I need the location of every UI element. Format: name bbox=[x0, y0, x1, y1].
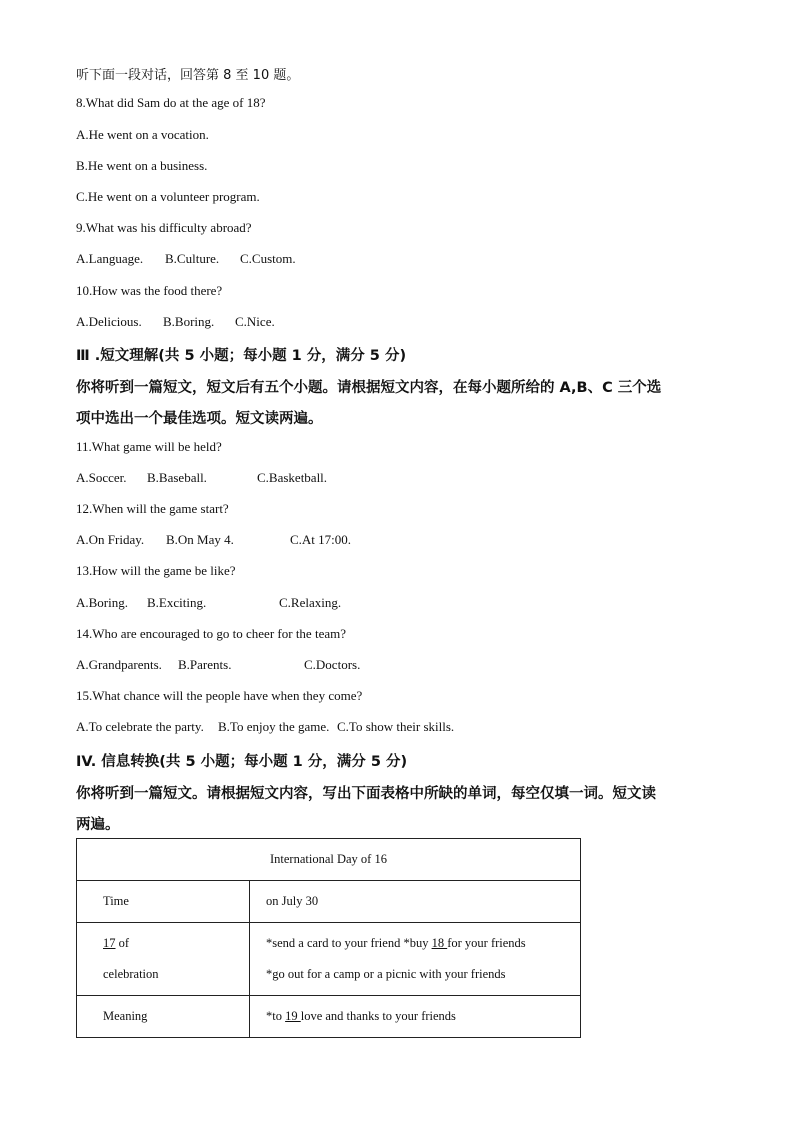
table-title: International Day of 16 bbox=[77, 839, 581, 881]
question-13: 13.How will the game be like? bbox=[76, 563, 236, 578]
q14-option-c: C.Doctors. bbox=[304, 657, 361, 672]
section-4-heading: IV. 信息转换(共 5 小题；每小题 1 分，满分 5 分) bbox=[76, 754, 408, 770]
q15-options bbox=[76, 719, 454, 735]
q11-option-a: A.Soccer. bbox=[76, 470, 127, 485]
q15-option-c: C.To show their skills. bbox=[337, 719, 455, 734]
q12-option-b: B.On May 4. bbox=[166, 532, 234, 547]
table-row bbox=[77, 881, 581, 923]
section-4-instructions-2: 两遍。 bbox=[76, 817, 120, 833]
q14-options bbox=[76, 657, 360, 673]
table-row bbox=[77, 839, 581, 881]
question-11: 11.What game will be held? bbox=[76, 439, 222, 454]
q14-option-b: B.Parents. bbox=[178, 657, 232, 672]
q14-option-a: A.Grandparents. bbox=[76, 657, 162, 672]
section-3-heading: Ⅲ .短文理解(共 5 小题；每小题 1 分，满分 5 分) bbox=[76, 348, 407, 364]
q8-option-c: C.He went on a volunteer program. bbox=[76, 189, 260, 204]
meaning-value: *to 19 love and thanks to your friends bbox=[250, 996, 581, 1038]
time-value: on July 30 bbox=[250, 881, 581, 923]
q12-options bbox=[76, 532, 351, 548]
celebration-label: 17 of celebration bbox=[77, 923, 250, 996]
time-label: Time bbox=[77, 881, 250, 923]
q10-options bbox=[76, 314, 275, 330]
q9-options bbox=[76, 251, 296, 267]
q9-option-a: A.Language. bbox=[76, 251, 144, 266]
table-row bbox=[77, 923, 581, 996]
celebration-value: *send a card to your friend *buy 18 for your friends *go out for a camp or a picnic with your friends bbox=[250, 923, 581, 996]
q9-option-b: B.Culture. bbox=[165, 251, 220, 266]
q13-option-c: C.Relaxing. bbox=[279, 595, 342, 610]
question-8: 8.What did Sam do at the age of 18? bbox=[76, 95, 266, 110]
q11-option-c: C.Basketball. bbox=[257, 470, 328, 485]
info-table bbox=[76, 838, 581, 1038]
q10-option-a: A.Delicious. bbox=[76, 314, 142, 329]
q10-option-b: B.Boring. bbox=[163, 314, 215, 329]
q13-option-b: B.Exciting. bbox=[147, 595, 207, 610]
table-row bbox=[77, 996, 581, 1038]
q12-option-c: C.At 17:00. bbox=[290, 532, 352, 547]
question-10: 10.How was the food there? bbox=[76, 283, 223, 298]
section-3-instructions-2: 项中选出一个最佳选项。短文读两遍。 bbox=[76, 411, 323, 427]
blank-19: 19 bbox=[285, 1009, 301, 1023]
question-14: 14.Who are encouraged to go to cheer for the team? bbox=[76, 626, 346, 641]
question-15: 15.What chance will the people have when they come? bbox=[76, 688, 363, 703]
q9-option-c: C.Custom. bbox=[240, 251, 296, 266]
q15-option-b: B.To enjoy the game. bbox=[218, 719, 330, 734]
q13-option-a: A.Boring. bbox=[76, 595, 128, 610]
q15-option-a: A.To celebrate the party. bbox=[76, 719, 204, 734]
q8-option-a: A.He went on a vocation. bbox=[76, 127, 209, 142]
section-3-instructions-1: 你将听到一篇短文，短文后有五个小题。请根据短文内容，在每小题所给的 A,B、C 三个选 bbox=[76, 380, 662, 396]
q11-options bbox=[76, 470, 327, 486]
question-12: 12.When will the game start? bbox=[76, 501, 229, 516]
blank-18: 18 bbox=[431, 936, 448, 950]
question-9: 9.What was his difficulty abroad? bbox=[76, 220, 252, 235]
meaning-label: Meaning bbox=[77, 996, 250, 1038]
q10-option-c: C.Nice. bbox=[235, 314, 275, 329]
blank-17: 17 bbox=[103, 936, 116, 950]
section-4-instructions-1: 你将听到一篇短文。请根据短文内容，写出下面表格中所缺的单词，每空仅填一词。短文读 bbox=[76, 786, 656, 802]
q12-option-a: A.On Friday. bbox=[76, 532, 145, 547]
q11-option-b: B.Baseball. bbox=[147, 470, 207, 485]
q13-options bbox=[76, 595, 341, 611]
intro-line: 听下面一段对话，回答第 8 至 10 题。 bbox=[76, 68, 300, 83]
q8-option-b: B.He went on a business. bbox=[76, 158, 208, 173]
